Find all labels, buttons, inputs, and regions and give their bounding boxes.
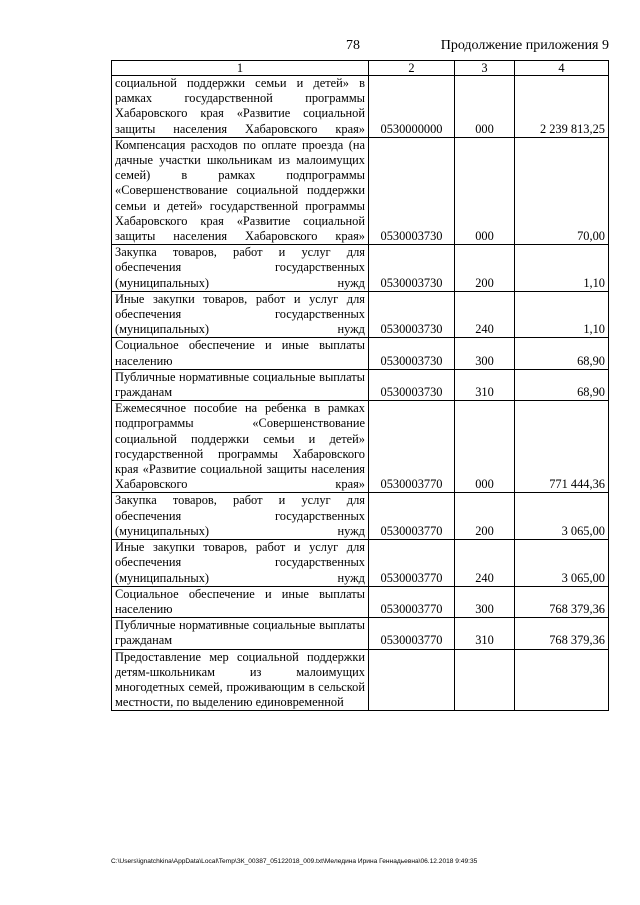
continuation-label: Продолжение приложения 9 [440, 38, 609, 53]
row-description: Закупка товаров, работ и услуг для обеспечения государственных (муниципальных) нужд [112, 245, 369, 292]
row-expense-type: 240 [455, 291, 515, 338]
row-description: Компенсация расходов по оплате проезда (на дачные участки школьникам из малоимущих семей) в рамках подпрограммы «Совершенствование социальной поддержки семьи и детей» государственной программы Хабаровского края «Развитие социальной защиты населения Хабаровского края» [112, 137, 369, 244]
row-description: Иные закупки товаров, работ и услуг для обеспечения государственных (муниципальных) нужд [112, 291, 369, 338]
table-row [112, 137, 609, 244]
row-expense-type: 310 [455, 618, 515, 649]
row-expense-type: 310 [455, 369, 515, 400]
row-amount: 68,90 [515, 338, 609, 369]
row-expense-type: 200 [455, 245, 515, 292]
table-body [112, 76, 609, 711]
row-amount: 768 379,36 [515, 586, 609, 617]
row-description: Иные закупки товаров, работ и услуг для обеспечения государственных (муниципальных) нужд [112, 540, 369, 587]
row-target-code: 0530003730 [369, 291, 455, 338]
row-target-code: 0530000000 [369, 76, 455, 138]
table-row [112, 245, 609, 292]
row-amount: 771 444,36 [515, 401, 609, 493]
row-target-code: 0530003730 [369, 369, 455, 400]
column-header-2: 2 [369, 61, 455, 76]
row-expense-type: 200 [455, 493, 515, 540]
row-target-code: 0530003770 [369, 401, 455, 493]
table-row [112, 401, 609, 493]
row-description: Предоставление мер социальной поддержки детям-школьникам из малоимущих многодетных семей, проживающим в сельской местности, по выделению единовременной [112, 649, 369, 711]
page-number: 78 [346, 38, 360, 53]
row-amount: 3 065,00 [515, 540, 609, 587]
row-target-code: 0530003770 [369, 586, 455, 617]
row-amount [515, 649, 609, 711]
row-description: Публичные нормативные социальные выплаты гражданам [112, 618, 369, 649]
column-header-3: 3 [455, 61, 515, 76]
table-row [112, 540, 609, 587]
row-description: Социальное обеспечение и иные выплаты населению [112, 338, 369, 369]
row-amount: 1,10 [515, 245, 609, 292]
row-expense-type [455, 649, 515, 711]
row-description: Социальное обеспечение и иные выплаты населению [112, 586, 369, 617]
table-row [112, 493, 609, 540]
row-target-code: 0530003730 [369, 338, 455, 369]
row-amount: 2 239 813,25 [515, 76, 609, 138]
table-row [112, 649, 609, 711]
row-amount: 768 379,36 [515, 618, 609, 649]
row-target-code [369, 649, 455, 711]
table-row [112, 586, 609, 617]
column-header-4: 4 [515, 61, 609, 76]
footer-file-path: C:\Users\ignatchkina\AppData\Local\Temp\ЗК_00387_05122018_009.txt\Меледина Ирина Геннадьевна\06.12.2018 9:49:35 [111, 858, 478, 865]
table-row [112, 618, 609, 649]
row-expense-type: 300 [455, 338, 515, 369]
row-amount: 3 065,00 [515, 493, 609, 540]
row-target-code: 0530003730 [369, 245, 455, 292]
row-amount: 1,10 [515, 291, 609, 338]
row-target-code: 0530003770 [369, 618, 455, 649]
column-header-1: 1 [112, 61, 369, 76]
row-target-code: 0530003770 [369, 493, 455, 540]
row-expense-type: 000 [455, 76, 515, 138]
table-header-row [112, 61, 609, 76]
row-target-code: 0530003770 [369, 540, 455, 587]
row-expense-type: 240 [455, 540, 515, 587]
table-row [112, 291, 609, 338]
row-description: Закупка товаров, работ и услуг для обеспечения государственных (муниципальных) нужд [112, 493, 369, 540]
row-description: Публичные нормативные социальные выплаты гражданам [112, 369, 369, 400]
row-description: социальной поддержки семьи и детей» в рамках государственной программы Хабаровского края «Развитие социальной защиты населения Хабаровского края» [112, 76, 369, 138]
table-row [112, 338, 609, 369]
table-row [112, 76, 609, 138]
table-row [112, 369, 609, 400]
row-expense-type: 300 [455, 586, 515, 617]
row-expense-type: 000 [455, 401, 515, 493]
row-amount: 70,00 [515, 137, 609, 244]
row-target-code: 0530003730 [369, 137, 455, 244]
row-expense-type: 000 [455, 137, 515, 244]
row-description: Ежемесячное пособие на ребенка в рамках подпрограммы «Совершенствование социальной поддержки семьи и детей» государственной программы Хабаровского края «Развитие социальной защиты населения Хабаровского края» [112, 401, 369, 493]
row-amount: 68,90 [515, 369, 609, 400]
budget-table [111, 60, 609, 711]
